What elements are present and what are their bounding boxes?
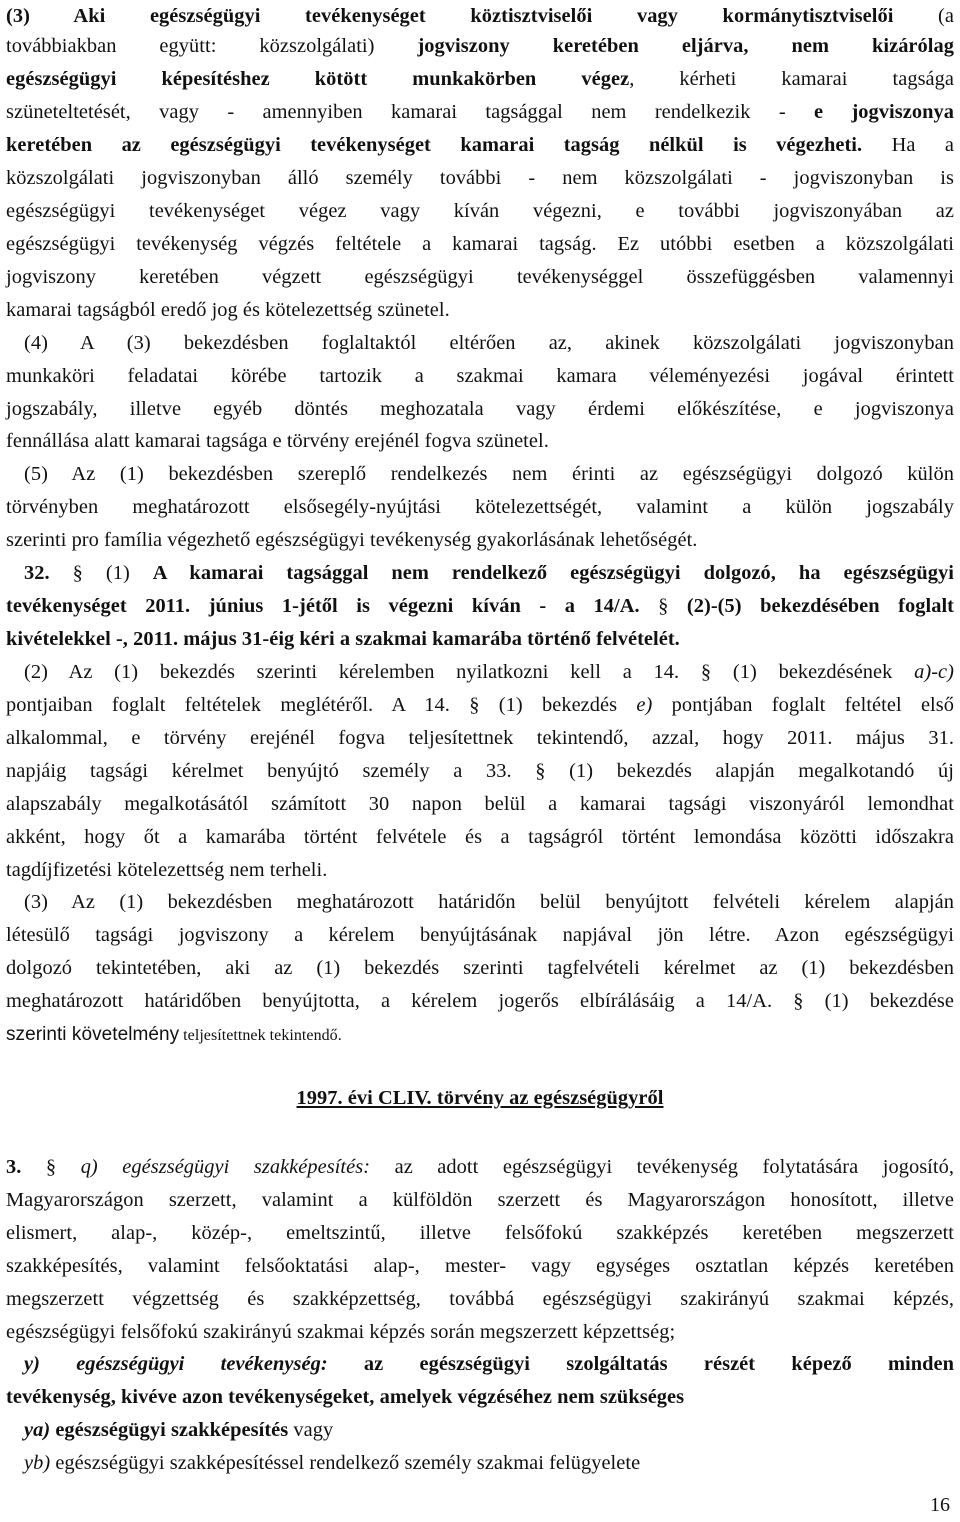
bold-text: keretében az egészségügyi tevékenységet kamarai tagság nélkül is végezheti. xyxy=(6,134,863,156)
bold-text: az egészségügyi szolgáltatás részét képező minden xyxy=(327,1353,954,1375)
bold-italic-text: y) egészségügyi tevékenység: xyxy=(24,1353,328,1375)
law-heading xyxy=(6,1082,954,1115)
paragraph-3-line-3 xyxy=(6,63,954,96)
paragraph-3-line-9: jogviszony keretében végzett egészségügyi tevékenységgel összefüggésben valamennyi xyxy=(6,266,954,288)
section-3q-line-1 xyxy=(6,1151,954,1184)
section-32-2-line-2 xyxy=(6,689,954,722)
text: (a xyxy=(893,5,954,27)
paragraph-5-line-2: törvényben meghatározott elsősegély-nyújtási kötelezettségét, valamint a külön jogszabály xyxy=(6,496,954,518)
section-number: 3. xyxy=(6,1156,22,1178)
text: (2) Az (1) bekezdés szerinti kérelemben nyilatkozni kell a 14. § (1) bekezdésének xyxy=(24,661,915,683)
paragraph-4-line-2: munkaköri feladatai körébe tartozik a szakmai kamara véleményezési jogával érintett xyxy=(6,365,954,387)
paragraph-4-line-4: fennállása alatt kamarai tagsága e törvény erejénél fogva szünetel. xyxy=(6,430,549,452)
paragraph-3-line-8: egészségügyi tevékenység végzés feltétele a kamarai tagság. Ez utóbbi esetben a közszolgálati xyxy=(6,233,954,255)
section-32-2-line-6: akként, hogy őt a kamarába történt felvétele és a tagságról történt lemondása közötti időszakra xyxy=(6,826,954,848)
text: pontjában foglalt feltétel első xyxy=(652,694,954,716)
bold-text: A kamarai tagsággal nem rendelkező egészségügyi dolgozó, ha egészségügyi xyxy=(152,562,955,584)
section-32-2-line-4: napjáig tagsági kérelmet benyújtó személy a 33. § (1) bekezdés alapján megalkotandó új xyxy=(6,760,954,782)
section-number: 32. xyxy=(24,562,73,584)
bold-text: jogviszony keretében eljárva, nem kizárólag xyxy=(417,35,954,57)
paragraph-3-line-1 xyxy=(6,0,954,33)
section-32-2-line-5: alapszabály megalkotásától számított 30 napon belül a kamarai tagsági viszonyáról lemondhat xyxy=(6,793,954,815)
text: szerinti követelmény xyxy=(6,1024,180,1045)
italic-text: yb) xyxy=(24,1452,51,1474)
section-3y-line-2 xyxy=(6,1381,954,1414)
bold-text: egészségügyi képesítéshez kötött munkakörben végez xyxy=(6,68,630,90)
bold-text: e jogviszonya xyxy=(814,101,954,123)
small-text: teljesítettnek tekintendő. xyxy=(179,1027,342,1044)
page-number: 16 xyxy=(930,1494,951,1516)
bold-text: tevékenység, kivéve azon tevékenységeket, amelyek végzéséhez nem szükséges xyxy=(6,1386,685,1408)
text: § xyxy=(658,595,669,617)
section-32-3-line-3: dolgozó tekintetében, aki az (1) bekezdés szerinti tagfelvételi kérelmet az (1) bekezdésben xyxy=(6,957,954,979)
section-3q-line-3: elismert, alap-, közép-, emeltszintű, illetve felsőfokú szakképzés keretében megszerzett xyxy=(6,1222,954,1244)
text: egészségügyi szakképesítéssel rendelkező személy szakmai felügyelete xyxy=(50,1452,641,1474)
heading-text: 1997. évi CLIV. törvény az egészségügyről xyxy=(296,1087,664,1109)
text: , kérheti kamarai tagsága xyxy=(629,68,954,90)
paragraph-5-line-1: (5) Az (1) bekezdésben szereplő rendelkezés nem érinti az egészségügyi dolgozó külön xyxy=(24,463,954,485)
text: vagy xyxy=(288,1419,334,1441)
italic-text: a)-c) xyxy=(914,661,954,683)
section-32-2-line-7: tagdíjfizetési kötelezettség nem terheli. xyxy=(6,859,328,881)
paragraph-3-line-7: egészségügyi tevékenységet végez vagy kíván végezni, e további jogviszonyában az xyxy=(6,200,954,222)
bold-text: (2)-(5) bekezdésében foglalt xyxy=(668,595,954,617)
paragraph-3-line-10: kamarai tagságból eredő jog és kötelezettség szünetel. xyxy=(6,299,450,321)
bold-text: (3) Aki egészségügyi tevékenységet köztisztviselői vagy kormánytisztviselői xyxy=(6,5,894,27)
paragraph-3-line-2 xyxy=(6,30,954,63)
section-32-2-line-3: alkalommal, e törvény erejénél fogva teljesítettnek tekintendő, azzal, hogy 2011. május 31. xyxy=(6,727,954,749)
section-32-3-line-2: létesülő tagsági jogviszony a kérelem benyújtásának napjával jön létre. Azon egészségügyi xyxy=(6,924,954,946)
section-3q-line-5: megszerzett végzettség és szakképzettség, továbbá egészségügyi szakirányú szakmai képzés, xyxy=(6,1288,954,1310)
text: Ha a xyxy=(862,134,954,156)
text: szüneteltetését, vagy - amennyiben kamarai tagsággal nem rendelkezik - xyxy=(6,101,815,123)
bold-text: egészségügyi szakképesítés xyxy=(50,1419,289,1441)
section-32-line-2 xyxy=(6,590,954,623)
section-32-line-3 xyxy=(6,623,954,656)
section-3y-ya xyxy=(24,1414,954,1447)
section-32-3-line-1: (3) Az (1) bekezdésben meghatározott határidőn belül benyújtott felvételi kérelem alapján xyxy=(24,891,954,913)
text: pontjaiban foglalt feltételek meglétéről. A 14. § (1) bekezdés xyxy=(6,694,637,716)
paragraph-3-line-6: közszolgálati jogviszonyban álló személy további - nem közszolgálati - jogviszonyban is xyxy=(6,167,954,189)
bold-text: kivételekkel -, 2011. május 31-éig kéri a szakmai kamarába történő felvételét. xyxy=(6,628,680,650)
italic-text: q) egészségügyi szakképesítés: xyxy=(80,1156,371,1178)
paragraph-3-line-4 xyxy=(6,96,954,129)
section-3q-line-6: egészségügyi felsőfokú szakirányú szakmai képzés során megszerzett képzettség; xyxy=(6,1321,676,1343)
section-3y-yb xyxy=(24,1447,954,1480)
paragraph-5-line-3: szerinti pro família végezhető egészségügyi tevékenység gyakorlásának lehetőségét. xyxy=(6,529,698,551)
section-32-3-line-4: meghatározott határidőben benyújtotta, a kérelem jogerős elbírálásáig a 14/A. § (1) bekezdése xyxy=(6,990,954,1012)
text: az adott egészségügyi tevékenység folytatására jogosító, xyxy=(370,1156,955,1178)
section-3q-line-2: Magyarországon szerzett, valamint a külföldön szerzett és Magyarországon honosított, illetve xyxy=(6,1189,954,1211)
paragraph-3-line-5 xyxy=(6,129,954,162)
section-3q-line-4: szakképesítés, valamint felsőoktatási alap-, mester- vagy egységes osztatlan képzés keretében xyxy=(6,1255,954,1277)
section-32-3-line-5 xyxy=(6,1018,954,1051)
bold-italic-text: ya) xyxy=(24,1419,51,1441)
text: § (1) xyxy=(72,562,153,584)
text: § xyxy=(21,1156,81,1178)
section-32-line-1 xyxy=(24,557,954,590)
italic-text: e) xyxy=(636,694,653,716)
bold-text: tevékenységet 2011. június 1-jétől is végezni kíván - a 14/A. xyxy=(6,595,659,617)
paragraph-4-line-3: jogszabály, illetve egyéb döntés meghozatala vagy érdemi előkészítése, e jogviszonya xyxy=(6,398,954,420)
section-32-2-line-1 xyxy=(24,656,954,689)
section-3y-line-1 xyxy=(24,1348,954,1381)
text: továbbiakban együtt: közszolgálati) xyxy=(6,35,418,57)
paragraph-4-line-1: (4) A (3) bekezdésben foglaltaktól eltérően az, akinek közszolgálati jogviszonyban xyxy=(24,332,954,354)
